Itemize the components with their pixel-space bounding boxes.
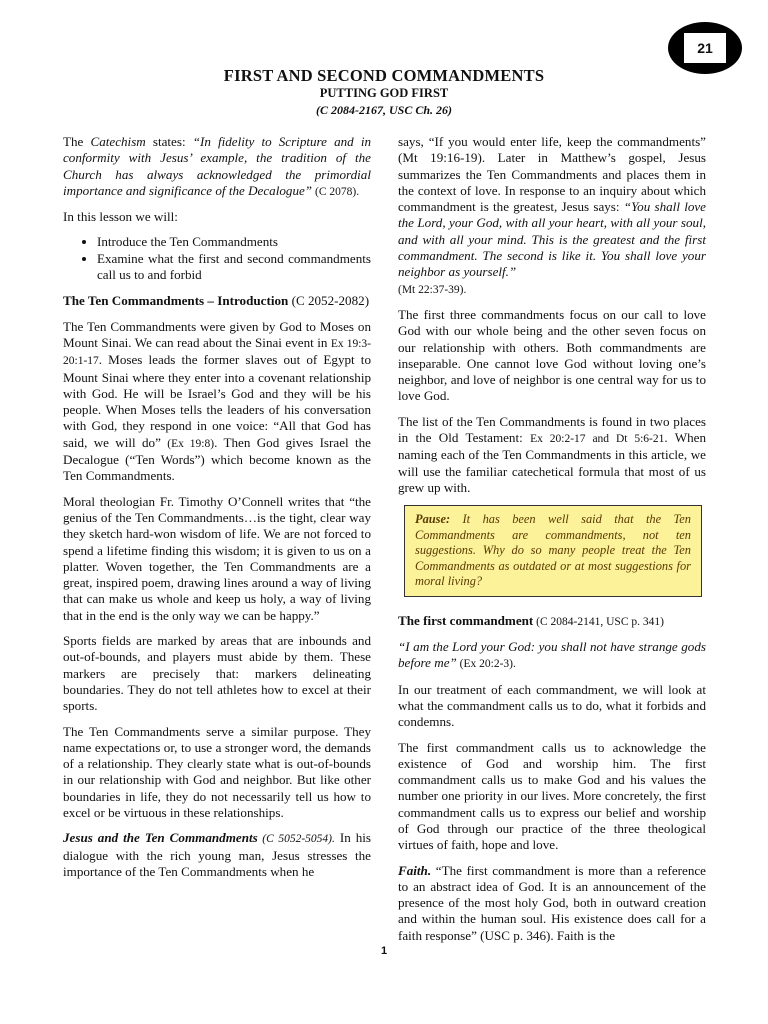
intro-paragraph: The Catechism states: “In fidelity to Scripture and in conformity with Jesus’ example, the tradition of the Church has always acknowledged the primordial importance and significance of the Decalogue” (C 2078). — [63, 134, 371, 198]
commandment-quote: “I am the Lord your God: you shall not have strange gods before me” (Ex 20:2-3). — [398, 639, 706, 671]
page-title: FIRST AND SECOND COMMANDMENTS — [223, 66, 545, 85]
first-commandment-paragraph: The first commandment calls us to acknowledge the existence of God and worship him. The first commandment calls us to make God and his values the number one priority in our lives. More concretely, the first commandment calls us to express our belief and worship of God through our practice of the three theological virtues of faith, hope and love. — [398, 739, 706, 853]
jesus-paragraph: Jesus and the Ten Commandments (C 5052-5054). In his dialogue with the rich young man, Jesus stresses the importance of the Ten Commandments when he — [63, 830, 371, 879]
page-number: 1 — [380, 945, 388, 957]
list-location-paragraph: The list of the Ten Commandments is found in two places in the Old Testament: Ex 20:2-17 and Dt 5:6-21. When naming each of the Ten Commandments in this article, we will use the familiar catechetical formula that most of us grew up with. — [398, 413, 706, 495]
purpose-paragraph: The Ten Commandments serve a similar purpose. They name expectations or, to use a stronger word, the demands of a relationship. They clearly state what is out-of-bounds in our relationship with God and neighbor. But like other boundaries in life, they do not necessarily tell us how to excel or be virtuous in these relationships. — [63, 723, 371, 820]
left-column — [63, 134, 371, 889]
treatment-paragraph: In our treatment of each commandment, we will look at what the commandment calls us to do, what it forbids and condemns. — [398, 681, 706, 730]
sports-paragraph: Sports fields are marked by areas that are inbounds and out-of-bounds, and players must abide by them. These markers are precisely that: markers delineating boundaries. They do not tell athletes how to excel at their sports. — [63, 633, 371, 714]
section-heading-introduction: The Ten Commandments – Introduction (C 2052-2082) — [63, 293, 370, 309]
lesson-goals-list — [63, 234, 371, 283]
love-paragraph: says, “If you would enter life, keep the commandments” (Mt 19:16-19). Later in Matthew’s gospel, Jesus summarizes the Ten Commandments and places them in the context of love. In response to an inquiry about which commandment is the greatest, Jesus says: “You shall love the Lord, your God, with all your heart, with all your soul, and with all your mind. This is the greatest and the first commandment. The second is like it. You shall love your neighbor as yourself.” (Mt 22:37-39). — [398, 134, 706, 296]
pause-callout: Pause: It has been well said that the Ten Commandments are commandments, not ten suggestions. Why do so many people treat the Ten Commandments as outdated or at most suggestions for moral living? — [404, 505, 702, 597]
right-column — [398, 134, 706, 953]
faith-paragraph: Faith. “The first commandment is more than a reference to an abstract idea of God. It is an announcement of the presence of the most holy God, both in outward creation and within the human soul. His existence does call for a faith response” (USC p. 346). Faith is the — [398, 862, 706, 943]
sinai-paragraph: The Ten Commandments were given by God to Moses on Mount Sinai. We can read about the Sinai event in Ex 19:3-20:1-17. Moses leads the former slaves out of Egypt to Mount Sinai where they enter into a covenant relationship with God. He will be Israel’s God and they will be his people. When Moses tells the leaders of his conversation with God, they respond in one voice: “All that God has said, we will do” (Ex 19:8). Then God gives Israel the Decalogue (“Ten Words”) which become known as the Ten Commandments. — [63, 318, 371, 484]
list-item: • Examine what the first and second commandments call us to and forbid — [97, 251, 371, 284]
oconnell-paragraph: Moral theologian Fr. Timothy O’Connell writes that “the genius of the Ten Commandments…is the tight, clear way they sketch hard-won wisdom of life. We are not forced to spend a lifetime finding this wisdom; it is given to us on a platter. Woven together, the Ten Commandments are a great, inspired poem, drawing lines around a way of living that can make us whole and keep us holy, a way of living that in the end is the only way we can be happy.” — [63, 493, 371, 623]
first-three-paragraph: The first three commandments focus on our call to love God with our whole being and the other seven focus on our relationship with others. Both commandments are inseparable. One cannot love God without loving one’s neighbor, and love of neighbor is one central way for us to love God. — [398, 306, 706, 404]
page-badge-number: 21 — [697, 40, 713, 56]
list-item: • Introduce the Ten Commandments — [97, 234, 371, 250]
lesson-intro: In this lesson we will: — [63, 209, 178, 225]
page-subtitle: PUTTING GOD FIRST — [319, 86, 449, 100]
catechism-reference: (C 2084-2167, USC Ch. 26) — [315, 103, 452, 117]
section-heading-first-commandment: The first commandment (C 2084-2141, USC p. 341) — [398, 612, 664, 628]
